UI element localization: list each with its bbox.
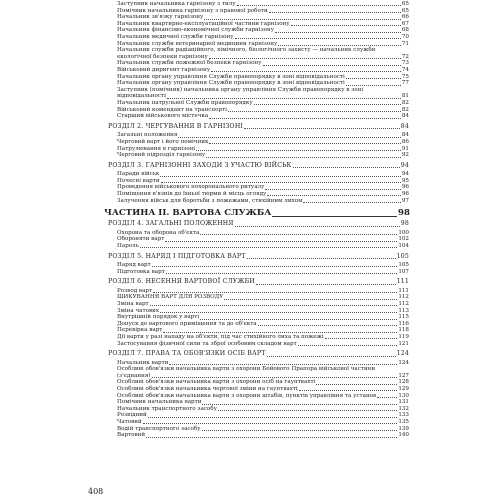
toc-page-number: 70 xyxy=(401,34,409,40)
section-title: РОЗДІЛ 7. ПРАВА ТА ОБОВ'ЯЗКИ ОСІБ ВАРТ xyxy=(108,350,266,358)
dot-leader xyxy=(160,175,400,177)
dot-leader xyxy=(303,201,400,203)
toc-page-number: 74 xyxy=(401,67,409,73)
toc-entry-text: Начальник зв'язку гарнізону xyxy=(117,14,204,21)
toc-page-number: 94 xyxy=(401,171,409,178)
dot-leader xyxy=(346,77,401,79)
dot-leader xyxy=(178,136,400,138)
toc-page-number: 131 xyxy=(398,399,409,406)
toc-entry-text: Застосування фізичної сили та зброї особовим складом варт xyxy=(117,340,297,347)
dot-leader xyxy=(209,117,401,119)
dot-leader xyxy=(204,18,401,20)
toc-entry-text: Начальник служби ветеринарної медицини гарнізону xyxy=(117,40,278,47)
toc-entry[interactable] xyxy=(117,8,409,14)
toc-entry-text: Проведення військового похоронального ритуалу xyxy=(117,184,265,191)
toc-entry[interactable] xyxy=(117,178,409,184)
section-title: РОЗДІЛ 5. НАРЯД І ПІДГОТОВКА ВАРТ xyxy=(108,252,246,260)
toc-page-number: 66 xyxy=(401,14,409,21)
toc-page-number: 121 xyxy=(398,340,409,347)
toc-page-number: 140 xyxy=(398,432,409,439)
dot-leader xyxy=(254,103,401,105)
toc-entry-text: Особливі обов'язки начальника варти з охорони штабів, пунктів управління та установ xyxy=(117,392,377,399)
toc-entry[interactable] xyxy=(117,294,409,300)
toc-entry-text: Начальник органу управління Служби правопорядку в зоні відповідальності xyxy=(117,80,345,87)
dot-leader xyxy=(263,64,401,66)
toc-entry[interactable] xyxy=(117,301,409,307)
toc-entry[interactable] xyxy=(117,1,409,7)
toc-entry-text: ШИКУВАННЯ ВАРТ ДЛЯ РОЗВОДУ xyxy=(117,294,224,301)
toc-page-number: 92 xyxy=(401,152,409,159)
toc-entry[interactable] xyxy=(117,366,409,372)
toc-page-number: 91 xyxy=(401,145,409,152)
toc-page-number: 130 xyxy=(398,392,409,399)
part-page-number: 98 xyxy=(398,208,410,219)
toc-entry[interactable] xyxy=(117,80,409,86)
toc-entry-text: Охорона та оборона об'єкта xyxy=(117,229,200,236)
toc-page-number: 135 xyxy=(398,419,409,425)
toc-page-number: 96 xyxy=(401,184,409,191)
toc-page-number: 133 xyxy=(398,412,409,419)
toc-page-number: 86 xyxy=(401,138,409,145)
dot-leader xyxy=(247,257,396,259)
toc-entry[interactable] xyxy=(117,132,409,138)
page-number: 408 xyxy=(88,487,104,496)
section-heading-2[interactable] xyxy=(108,124,409,130)
toc-entry[interactable] xyxy=(117,341,409,347)
toc-entry-text: Помічник начальника гарнізону з правової роботи xyxy=(117,7,268,14)
toc-entry[interactable] xyxy=(117,386,409,392)
toc-page-number: 112 xyxy=(398,294,409,301)
dot-leader xyxy=(206,156,401,158)
toc-entry-text: Наряд варт xyxy=(117,262,151,268)
toc-entry-text: Особливі обов'язки начальника варти з охорони Бойового Прапора військової частини xyxy=(117,366,376,373)
dot-leader xyxy=(152,376,398,378)
section-title: РОЗДІЛ 6. НЕСЕННЯ ВАРТОВОЇ СЛУЖБИ xyxy=(108,278,255,286)
toc-entry-text: Підготовка варт xyxy=(117,268,165,275)
toc-entry-text: Поміщення в'язнів до їхньої тюрми й місць огляду xyxy=(117,191,267,197)
toc-entry-text: Розвод варт xyxy=(117,287,153,294)
part-title: ЧАСТИНА II. ВАРТОВА СЛУЖБА xyxy=(104,208,272,219)
dot-leader xyxy=(256,283,396,285)
dot-leader xyxy=(244,127,400,129)
dot-leader xyxy=(267,194,401,196)
toc-page-number: 129 xyxy=(398,386,409,392)
toc-entry[interactable] xyxy=(117,107,409,113)
section-title: РОЗДІЛ 3. ГАРНІЗОННІ ЗАХОДИ З УЧАСТЮ ВІЙСЬК xyxy=(108,161,292,169)
toc-entry[interactable] xyxy=(117,393,409,399)
toc-page-number: 111 xyxy=(398,287,409,294)
toc-entry[interactable] xyxy=(117,14,409,20)
toc-entry-text: Чатовий xyxy=(117,419,142,425)
toc-entry-text: Військовий комендант на транспорті xyxy=(117,106,227,113)
dot-leader xyxy=(209,142,400,144)
toc-entry-text: Помічник начальника варти xyxy=(117,399,202,406)
toc-page-number: 115 xyxy=(398,314,409,321)
part-heading[interactable] xyxy=(104,209,410,218)
toc-entry-text: Загальні положення xyxy=(117,132,178,139)
toc-page-number: 71 xyxy=(401,40,409,47)
dot-leader xyxy=(209,57,401,59)
toc-entry[interactable] xyxy=(117,67,409,73)
toc-page-number: 95 xyxy=(401,177,409,184)
toc-entry[interactable] xyxy=(117,432,409,438)
toc-entry-text: Почесні варти xyxy=(117,177,160,184)
dot-leader xyxy=(228,110,401,112)
dot-leader xyxy=(153,291,397,293)
dot-leader xyxy=(160,311,397,313)
section-heading-6[interactable] xyxy=(108,279,409,285)
toc-page-number: 65 xyxy=(401,7,409,14)
dot-leader xyxy=(346,84,401,86)
toc-page-number: 113 xyxy=(398,307,409,314)
dot-leader xyxy=(148,416,398,418)
section-heading-5[interactable] xyxy=(108,254,409,260)
toc-page-number: 139 xyxy=(398,425,409,432)
toc-entry[interactable] xyxy=(117,327,409,333)
toc-page-number: 128 xyxy=(398,379,409,386)
toc-entry[interactable] xyxy=(117,334,409,340)
toc-entry[interactable] xyxy=(117,100,409,106)
dot-leader xyxy=(169,363,397,365)
toc-entry[interactable] xyxy=(117,236,409,242)
section-page-number: 111 xyxy=(396,278,409,286)
toc-entry[interactable] xyxy=(117,262,409,268)
toc-entry[interactable] xyxy=(117,399,409,405)
toc-page-number: 84 xyxy=(401,132,409,139)
dot-leader xyxy=(211,70,401,72)
dot-leader xyxy=(224,298,397,300)
toc-entry-text: Начальник фінансово-економічної служби гарнізону xyxy=(117,27,275,34)
dot-leader xyxy=(316,383,397,385)
toc-entry-text: Начальник квартирно-експлуатаційної частини гарнізону xyxy=(117,20,290,27)
section-page-number: 94 xyxy=(400,161,409,169)
dot-leader xyxy=(152,265,398,267)
toc-entry-text: Черговий підрозділ гарнізону xyxy=(117,152,206,159)
toc-entry[interactable] xyxy=(117,426,409,432)
toc-entry[interactable] xyxy=(117,269,409,275)
toc-entry-text: Черговий варт і його помічник xyxy=(117,138,209,145)
toc-entry[interactable] xyxy=(117,27,409,33)
toc-page-number: 97 xyxy=(401,197,409,204)
dot-leader xyxy=(299,389,398,391)
dot-leader xyxy=(202,403,397,405)
dot-leader xyxy=(265,188,400,190)
toc-entry[interactable] xyxy=(117,288,409,294)
dot-leader xyxy=(235,37,401,39)
toc-entry[interactable] xyxy=(117,184,409,190)
toc-page-number: 100 xyxy=(398,229,409,236)
toc-page-number: 132 xyxy=(398,405,409,412)
toc-entry-text: екологічної безпеки гарнізону xyxy=(117,53,208,60)
dot-leader xyxy=(165,240,397,242)
dot-leader xyxy=(143,422,398,424)
section-heading-7[interactable] xyxy=(108,351,409,357)
toc-entry[interactable] xyxy=(117,191,409,197)
section-page-number: 105 xyxy=(396,252,409,260)
toc-page-number: 119 xyxy=(398,333,409,340)
dot-leader xyxy=(167,97,401,99)
toc-page-number: 82 xyxy=(401,106,409,113)
toc-entry-text: Особливі обов'язки начальника варти з охорони осіб на гауптвахті xyxy=(117,379,316,386)
toc-entry[interactable] xyxy=(117,314,409,320)
toc-entry-text: Водій транспортного засобу xyxy=(117,425,201,432)
toc-entry-text: Начальник варти xyxy=(117,359,169,366)
dot-leader xyxy=(150,304,398,306)
toc-entry-text: Паради військ xyxy=(117,171,160,178)
dot-leader xyxy=(166,272,398,274)
toc-entry-text: Особливі обов'язки начальника чергової зміни на гауптвахті xyxy=(117,386,298,392)
toc-entry-text: Пароль xyxy=(117,242,139,249)
toc-page-number: 73 xyxy=(401,60,409,67)
toc-entry-text: Зміна чатових xyxy=(117,307,159,314)
toc-entry-text: Вартовий xyxy=(117,432,146,439)
toc-entry[interactable] xyxy=(117,113,409,119)
dot-leader xyxy=(163,331,397,333)
toc-entry-text: відповідальності xyxy=(117,93,166,100)
section-title: РОЗДІЛ 2. ЧЕРГУВАННЯ В ГАРНІЗОНІ xyxy=(108,122,244,130)
toc-page-number: 105 xyxy=(398,262,409,268)
dot-leader xyxy=(267,355,396,357)
toc-page-number: 116 xyxy=(398,320,409,327)
toc-page-number: 82 xyxy=(401,100,409,106)
toc-entry-text: Начальник медичної служби гарнізону xyxy=(117,34,234,40)
dot-leader xyxy=(237,4,401,6)
toc-entry-text: Начальник органу управління Служби правопорядку в зоні відповідальності xyxy=(117,73,345,80)
toc-entry[interactable] xyxy=(117,139,409,145)
dot-leader xyxy=(196,149,401,151)
toc-entry-text: (з'єднання) xyxy=(117,372,151,379)
dot-leader xyxy=(291,24,401,26)
toc-page-number: 77 xyxy=(401,80,409,87)
dot-leader xyxy=(161,181,401,183)
toc-page-number: 118 xyxy=(398,327,409,334)
section-page-number: 98 xyxy=(400,220,409,228)
toc-page-number: 96 xyxy=(401,191,409,197)
toc-entry[interactable] xyxy=(117,406,409,412)
dot-leader xyxy=(218,409,397,411)
toc-entry-text: Допуск до вартового приміщення та до об'єкта xyxy=(117,320,257,327)
toc-entry-text: Начальник патрульної Служби правопорядку xyxy=(117,100,253,106)
toc-entry[interactable] xyxy=(117,321,409,327)
toc-entry[interactable] xyxy=(117,171,409,177)
dot-leader xyxy=(298,344,398,346)
toc-entry[interactable] xyxy=(117,243,409,249)
dot-leader xyxy=(269,11,401,13)
dot-leader xyxy=(325,337,398,339)
toc-entry-text: Начальник транспортного засобу xyxy=(117,405,217,412)
toc-page-number: 104 xyxy=(398,242,409,249)
section-page-number: 124 xyxy=(396,350,409,358)
toc-entry-text: Дії варти у разі нападу на об'єкти, під час стихійного лиха та пожежі xyxy=(117,333,324,340)
toc-page-number: 65 xyxy=(401,1,409,7)
toc-entry-text: Внутрішній порядок у варті xyxy=(117,314,200,321)
toc-entry[interactable] xyxy=(117,87,409,93)
toc-page-number: 67 xyxy=(401,20,409,27)
toc-page-number: 72 xyxy=(401,53,409,60)
section-title: РОЗДІЛ 4. ЗАГАЛЬНІ ПОЛОЖЕННЯ xyxy=(108,220,234,228)
toc-entry[interactable] xyxy=(117,47,409,53)
toc-page-number: 102 xyxy=(398,236,409,243)
toc-entry[interactable] xyxy=(117,308,409,314)
toc-entry-text: Начальник служби радіаційного, хімічного, біологічного захисту — начальник служби xyxy=(117,47,376,54)
dot-leader xyxy=(377,396,397,398)
dot-leader xyxy=(200,318,397,320)
toc-entry-text: Обороняти варт xyxy=(117,236,165,243)
toc-entry-text: Військовий диригент гарнізону xyxy=(117,67,211,73)
toc-entry-text: Заступник начальника гарнізону з тилу xyxy=(117,1,236,7)
section-page-number: 84 xyxy=(400,122,409,130)
toc-entry-text: Зміна варт xyxy=(117,300,149,307)
dot-leader xyxy=(293,166,400,168)
dot-leader xyxy=(275,31,401,33)
dot-leader xyxy=(200,233,397,235)
toc-entry-text: Перевірка варт xyxy=(117,327,163,334)
toc-page-number: 84 xyxy=(401,113,409,120)
toc-entry-text: Начальник служби пожежної безпеки гарнізону xyxy=(117,60,262,67)
dot-leader xyxy=(235,225,400,227)
dot-leader xyxy=(202,429,398,431)
toc-entry[interactable] xyxy=(117,379,409,385)
toc-entry-text: Патрулювання в гарнізоні xyxy=(117,145,196,152)
toc-entry-text: Розвідний xyxy=(117,412,147,419)
section-heading-4[interactable] xyxy=(108,221,409,227)
toc-page-number: 81 xyxy=(401,93,409,100)
toc-page-number: 68 xyxy=(401,27,409,34)
section-heading-3[interactable] xyxy=(108,163,409,169)
toc-entry[interactable] xyxy=(117,412,409,418)
dot-leader xyxy=(258,324,398,326)
toc-entry[interactable] xyxy=(117,152,409,158)
toc-entry[interactable] xyxy=(117,419,409,425)
toc-entry-text: Залучення військ для боротьби з пожежами, стихійним лихом xyxy=(117,197,303,204)
toc-page-number: 127 xyxy=(398,372,409,379)
toc-entry-text: Заступник (помічник) начальника органу управління Служби правопорядку в зоні xyxy=(117,86,364,93)
toc-entry-text: Старший військового містечка xyxy=(117,113,209,120)
toc-entry[interactable] xyxy=(117,60,409,66)
toc-entry[interactable] xyxy=(117,198,409,204)
toc-page-number: 112 xyxy=(398,300,409,307)
toc-page-number: 124 xyxy=(398,359,409,366)
dot-leader xyxy=(272,215,397,217)
dot-leader xyxy=(140,246,398,248)
dot-leader xyxy=(278,44,401,46)
toc-entry[interactable] xyxy=(117,34,409,40)
toc-entry[interactable] xyxy=(117,146,409,152)
toc-entry[interactable] xyxy=(117,93,409,99)
toc-page-number: 75 xyxy=(401,73,409,80)
dot-leader xyxy=(146,436,397,438)
toc-page-number: 107 xyxy=(398,268,409,275)
